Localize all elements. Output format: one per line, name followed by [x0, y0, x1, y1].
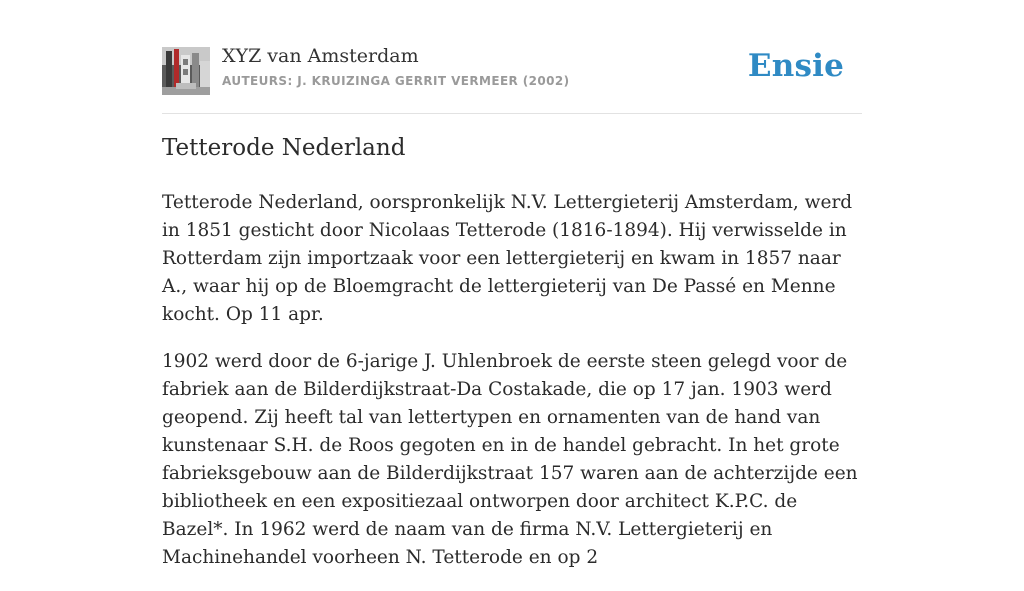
article-title: Tetterode Nederland [162, 135, 406, 161]
source-avatar[interactable] [162, 47, 210, 95]
article-header [162, 0, 862, 114]
brand-logo-link[interactable]: Ensie [747, 48, 844, 84]
article-body [162, 189, 862, 591]
source-name[interactable]: XYZ van Amsterdam [222, 45, 419, 67]
article-paragraph: Tetterode Nederland, oorspronkelijk N.V. Lettergieterij Amsterdam, werd in 1851 gesticht door Nicolaas Tetterode (1816-1894). Hij verwisselde in Rotterdam zijn importzaak voor een lettergieterij en kwam in 1857 naar A., waar hij op de Bloemgracht de lettergieterij van De Passé en Menne kocht. Op 11 apr. [162, 192, 853, 325]
source-authors: AUTEURS: J. KRUIZINGA GERRIT VERMEER (2002) [222, 74, 570, 88]
source-image-icon [162, 47, 210, 95]
article-paragraph: 1902 werd door de 6-jarige J. Uhlenbroek de eerste steen gelegd voor de fabriek aan de Bilderdijkstraat-Da Costakade, die op 17 jan. 1903 werd geopend. Zij heeft tal van lettertypen en ornamenten van de hand van kunstenaar S.H. de Roos gegoten en in de handel gebracht. In het grote fabrieksgebouw aan de Bilderdijkstraat 157 waren aan de achterzijde een bibliotheek en een expositiezaal ontworpen door architect K.P.C. de Bazel*. In 1962 werd de naam van de firma N.V. Lettergieterij en Machinehandel voorheen N. Tetterode en op 2 [162, 351, 858, 568]
article-card [162, 0, 862, 568]
